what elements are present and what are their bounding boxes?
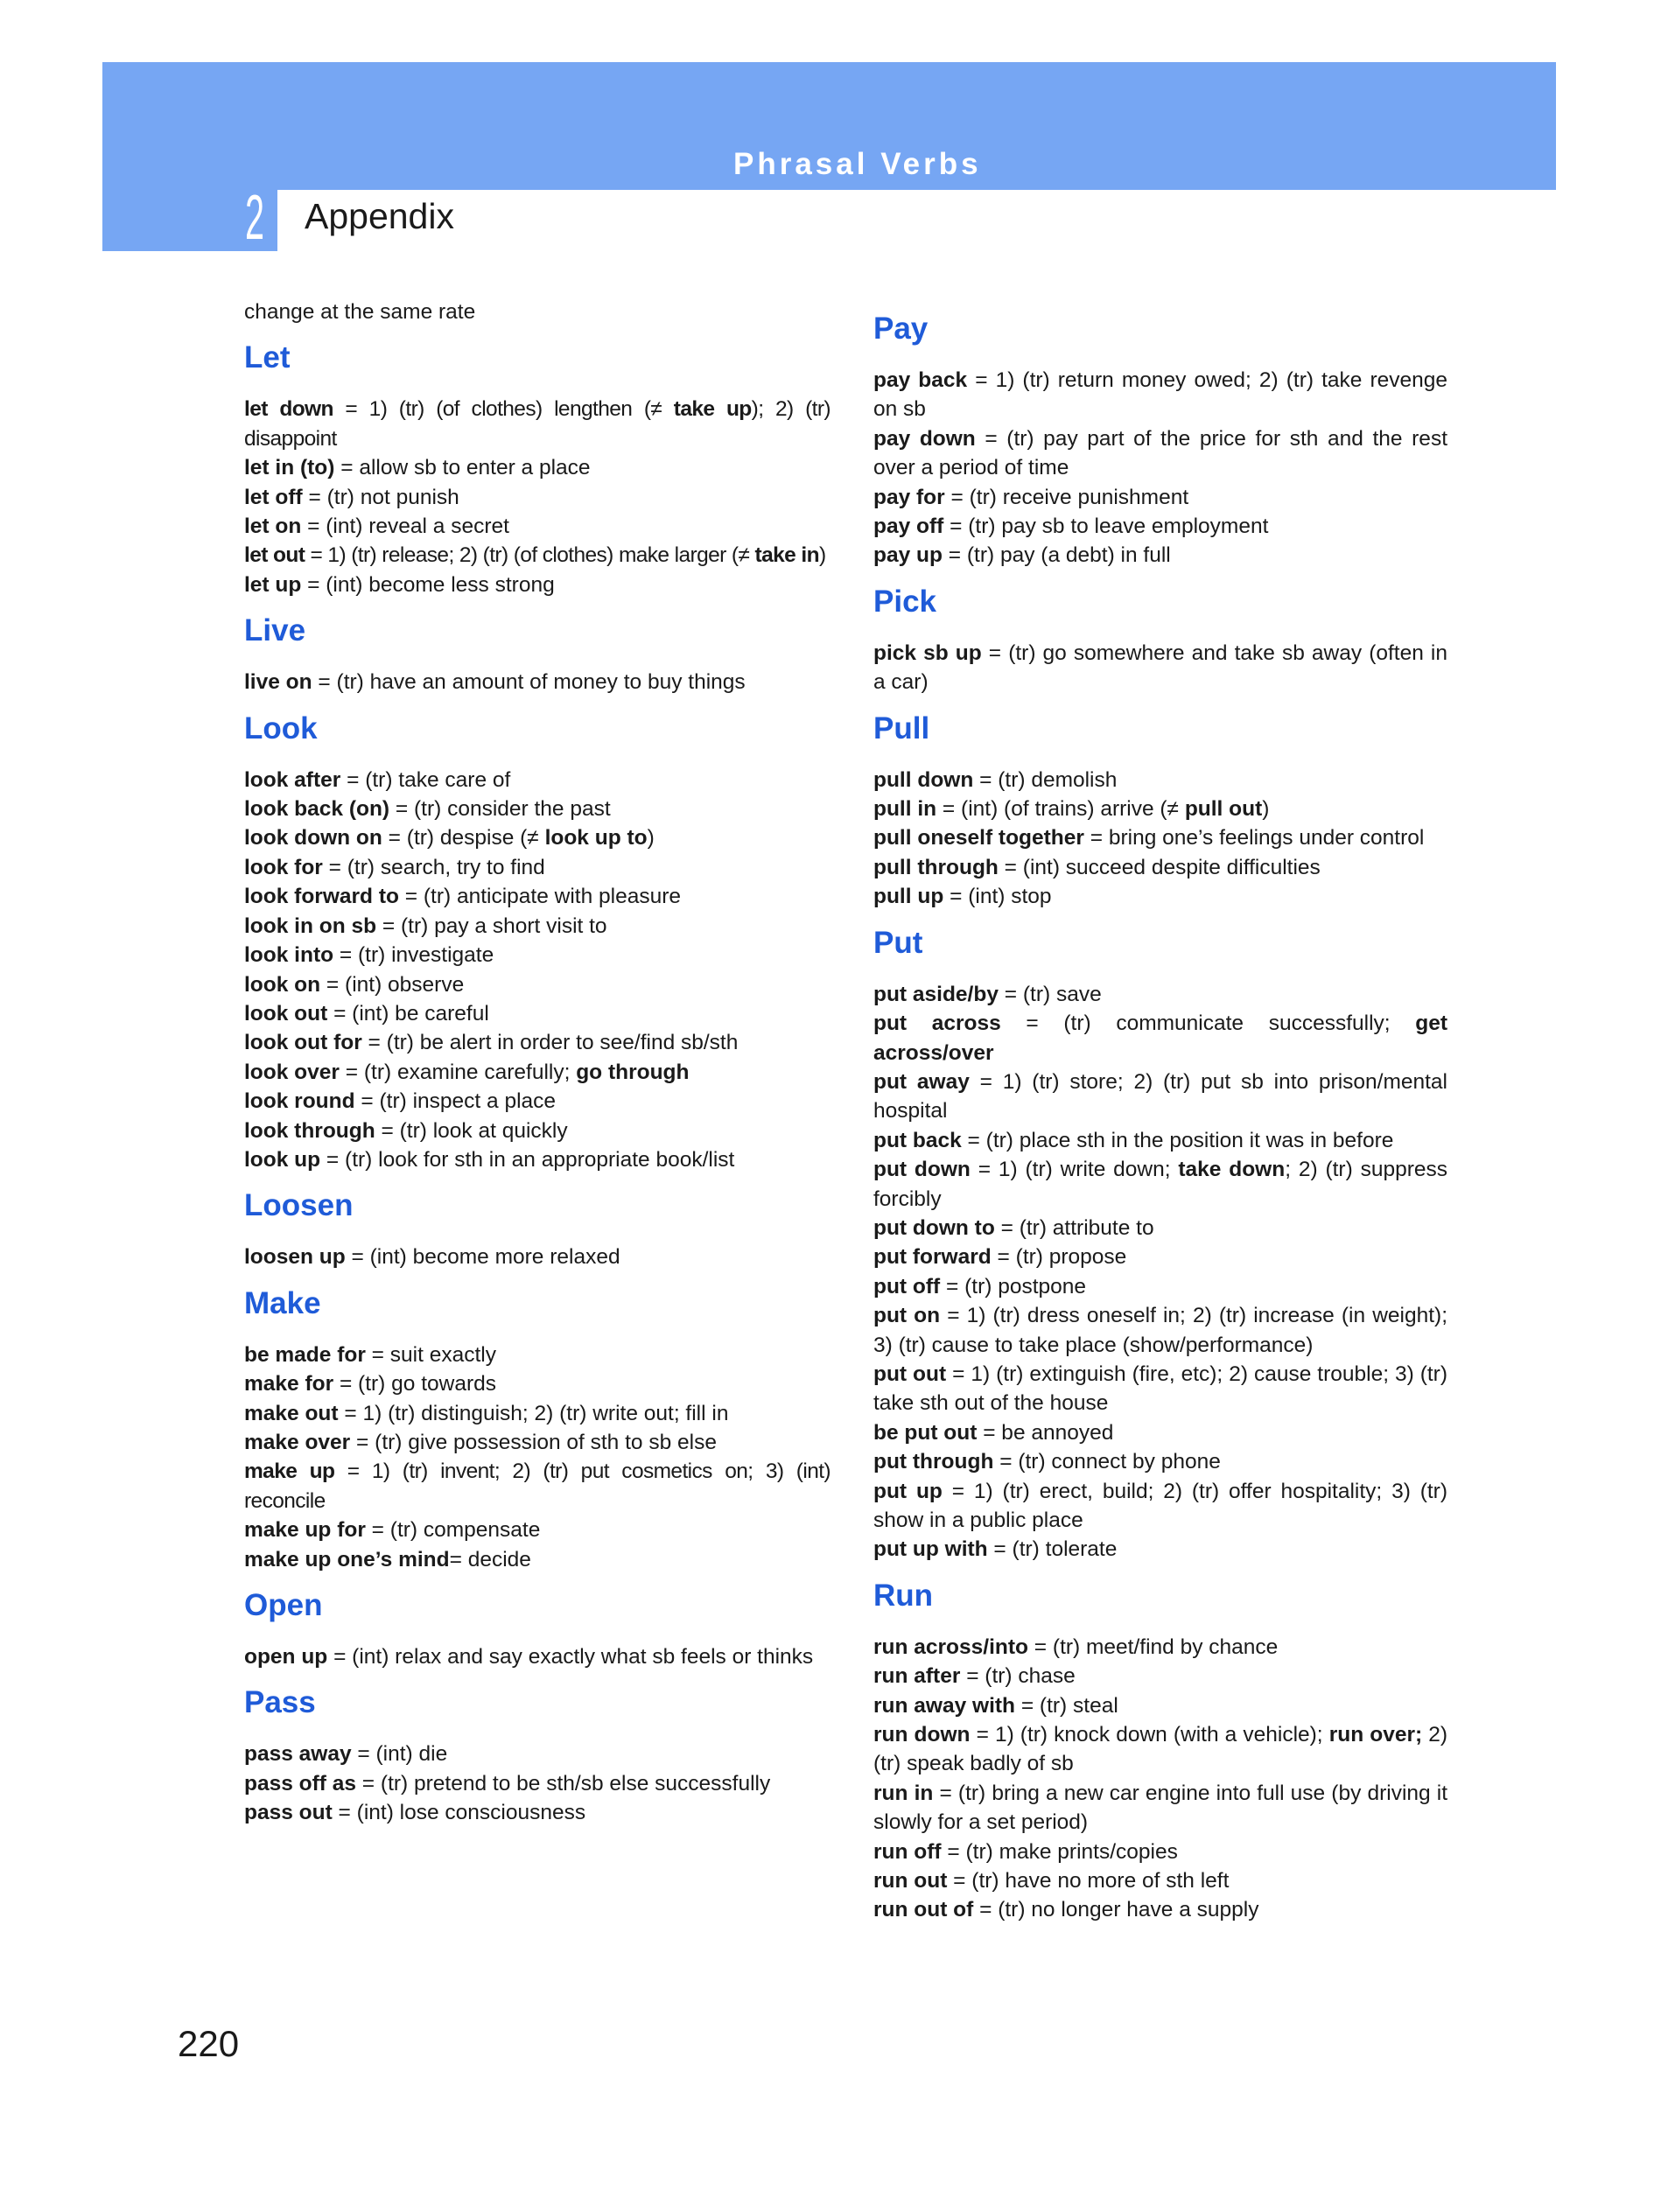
entry-definition: = (tr) consider the past [389,797,611,822]
section-loosen [244,1185,831,1271]
entry-term: look up [244,1147,321,1172]
entry-term: put forward [873,1245,992,1270]
entry [873,541,1447,570]
section-pull [873,708,1447,912]
entry-term: pull in [873,797,937,822]
entry-term: be made for [244,1342,366,1367]
entry-definition: = (tr) despise (≠ look up to) [382,826,655,850]
entry-term: look in on sb [244,914,377,938]
entry-term: make up [244,1460,335,1484]
entry-term: look forward to [244,885,399,909]
entry [873,1633,1447,1662]
entry [873,853,1447,882]
entry [873,1155,1447,1214]
entry [244,882,831,911]
entry-definition: = allow sb to enter a place [334,456,591,480]
entry-definition: = (tr) pretend to be sth/sb else successfully [356,1771,771,1796]
entry-term: run away with [873,1693,1016,1718]
entry-term: let up [244,572,302,597]
entry-term: put down to [873,1215,995,1240]
entry [873,1838,1447,1866]
entry [244,1242,831,1271]
entry-term: put on [873,1304,941,1328]
entry [873,1360,1447,1418]
entry [244,1058,831,1087]
entry-definition: = (tr) propose [991,1245,1127,1270]
entry-definition: = (int) relax and say exactly what sb feels or thinks [327,1645,814,1669]
entry [873,1418,1447,1447]
entry-definition: = (tr) no longer have a supply [973,1898,1259,1922]
entry [873,1214,1447,1242]
entry-definition: = (tr) save [998,982,1102,1006]
entry-term: pick sb up [873,640,982,665]
entry-definition: = (tr) receive punishment [944,485,1189,509]
entry [873,1272,1447,1301]
entry-term: look over [244,1060,340,1084]
entry [244,1028,831,1057]
entry [244,1740,831,1768]
entry-term: let on [244,514,302,539]
entry [244,453,831,482]
section-heading: Put [873,925,923,960]
entry-definition: = (int) lose consciousness [332,1801,586,1825]
entry-definition: = (tr) chase [960,1664,1076,1689]
entry [244,1457,831,1516]
entry-definition: = (tr) go somewhere and take sb away (often in a car) [873,640,1447,695]
entry-term: look for [244,855,323,879]
entry-definition: = (tr) communicate successfully; get across/over [873,1012,1447,1065]
entry-term: put across [873,1012,1001,1036]
entry-definition: = (int) succeed despite difficulties [998,855,1321,879]
entry [244,1116,831,1145]
section-heading: Look [244,710,318,746]
page-title: Phrasal Verbs [733,147,982,181]
section-heading: Pass [244,1685,316,1720]
section-live [244,610,831,696]
section-heading: Loosen [244,1188,354,1223]
entry-definition: = (tr) be alert in order to see/find sb/sth [361,1031,739,1055]
right-column [873,298,1447,1927]
section-make [244,1283,831,1574]
entry-term: pay off [873,514,944,539]
entry-definition: = (tr) postpone [940,1274,1087,1298]
entry-definition: = be annoyed [977,1420,1114,1445]
entry [244,1769,831,1798]
entry-definition: = decide [449,1547,531,1572]
entry-definition: = 1) (tr) invent; 2) (tr) put cosmetics on; 3) (int) reconcile [244,1460,831,1513]
entry-term: look round [244,1089,355,1114]
entry-definition: = (tr) pay sb to leave employment [943,514,1269,539]
entry [873,366,1447,424]
entry-term: put aside/by [873,982,999,1006]
entry [873,1301,1447,1360]
entry-term: look on [244,972,321,997]
entry-term: run out of [873,1898,974,1922]
section-let [244,337,831,599]
section-put [873,922,1447,1564]
entry-term: run out [873,1869,948,1894]
entry [244,766,831,794]
section-heading: Pull [873,710,930,746]
entry-definition: = (tr) pay a short visit to [376,914,607,938]
entry [244,794,831,823]
entry-term: put away [873,1069,970,1094]
entry-definition: = (int) (of trains) arrive (≠ pull out) [936,797,1270,822]
entry [873,483,1447,512]
entry [244,1642,831,1671]
entry-definition: = (tr) go towards [333,1372,496,1396]
entry-term: pay for [873,485,945,509]
section-pass [244,1682,831,1827]
entry-definition: = (tr) search, try to find [322,855,545,879]
entry [244,483,831,512]
entry-term: put up [873,1479,943,1503]
entry-definition: = (tr) look for sth in an appropriate book/list [320,1147,735,1172]
entry-term: let down [244,397,333,422]
entry-definition: = (tr) attribute to [994,1215,1154,1240]
entry-definition: = (tr) steal [1015,1693,1118,1718]
entry-term: pull through [873,855,999,879]
entry [244,1369,831,1398]
entry [873,1895,1447,1924]
entry-term: look back (on) [244,797,390,822]
entry-definition: = (int) stop [943,885,1052,909]
entry-term: look out for [244,1031,362,1055]
entry [244,541,831,570]
entry [873,1779,1447,1838]
entry [244,853,831,882]
entry [244,912,831,941]
entry-term: put through [873,1450,994,1474]
entry [244,823,831,852]
page-number: 220 [178,2023,240,2064]
entry-definition: = (int) observe [320,972,465,997]
entry-definition: = (tr) pay part of the price for sth and the rest over a period of time [873,426,1447,480]
entry [244,999,831,1028]
left-column [244,298,831,1830]
entry [873,1242,1447,1271]
entry-term: let off [244,485,303,509]
entry-definition: = (tr) have no more of sth left [947,1869,1230,1894]
entry [873,1535,1447,1564]
entry-term: run off [873,1839,942,1864]
entry-definition: = (tr) connect by phone [993,1450,1221,1474]
section-heading: Pick [873,584,936,619]
entry-term: put down [873,1158,971,1182]
entry-definition: = (int) reveal a secret [301,514,509,539]
entry [873,1126,1447,1155]
entry-term: put up with [873,1537,988,1562]
entry-term: pull oneself together [873,826,1084,850]
entry-definition: = 1) (tr) extinguish (fire, etc); 2) cause trouble; 3) (tr) take sth out of the house [873,1362,1447,1416]
section-run [873,1575,1447,1925]
entry [873,424,1447,483]
section-heading: Run [873,1578,934,1613]
entry [244,941,831,970]
entry-definition: = bring one’s feelings under control [1083,826,1425,850]
entry-term: make over [244,1430,351,1454]
entry-term: put off [873,1274,941,1298]
entry-term: run across/into [873,1634,1028,1659]
entry-definition: = (int) become less strong [301,572,555,597]
entry-definition: = (tr) compensate [365,1518,541,1543]
section-heading: Live [244,613,306,648]
entry-definition: = (tr) have an amount of money to buy things [312,670,746,695]
entry [873,1691,1447,1720]
appendix-label: Appendix [305,196,454,236]
entry [244,1340,831,1369]
entry [873,766,1447,794]
entry-term: look after [244,767,341,792]
entry [873,512,1447,541]
entry [873,639,1447,697]
entry-definition: = (tr) not punish [302,485,459,509]
section-heading: Open [244,1588,323,1622]
entry-definition: = 1) (tr) dress oneself in; 2) (tr) increase (in weight); 3) (tr) cause to take place (show/performance) [873,1304,1448,1357]
entry-term: look out [244,1001,328,1026]
entry-term: open up [244,1645,328,1669]
entry-definition: = (tr) examine carefully; go through [339,1060,690,1084]
entry-definition: = (tr) look at quickly [375,1118,568,1143]
entry [873,1720,1447,1779]
entry-definition: = (tr) place sth in the position it was in before [961,1128,1394,1152]
entry-term: look down on [244,826,382,850]
entry [244,1145,831,1174]
entry-term: look through [244,1118,375,1143]
entry-definition: = (int) be careful [327,1001,489,1026]
entry-definition: = 1) (tr) store; 2) (tr) put sb into prison/mental hospital [873,1069,1447,1124]
entry [873,1068,1447,1126]
entry-definition: = (tr) inspect a place [354,1089,557,1114]
entry [244,1545,831,1574]
entry [244,1798,831,1827]
entry [873,794,1447,823]
section-heading: Let [244,340,291,375]
entry-definition: = (tr) investigate [333,943,494,968]
entry-definition: = (tr) meet/find by chance [1027,1634,1279,1659]
entry-term: pass off as [244,1771,356,1796]
entry-term: make out [244,1401,339,1425]
entry [244,970,831,999]
entry-term: pay back [873,368,968,392]
section-heading: Make [244,1285,321,1320]
entry-term: put back [873,1128,962,1152]
continuation-text: change at the same rate [244,300,476,324]
entry-definition: = (int) die [351,1742,448,1767]
entry-definition: = 1) (tr) erect, build; 2) (tr) offer hospitality; 3) (tr) show in a public place [873,1479,1447,1532]
entry-term: look into [244,943,334,968]
entry-term: pay up [873,543,943,568]
entry-definition: = (tr) take care of [340,767,511,792]
entry-term: make up for [244,1518,366,1543]
entry [873,882,1447,911]
entry [244,1087,831,1116]
section-open [244,1585,831,1671]
entry [244,1399,831,1428]
entry-definition: = (tr) make prints/copies [941,1839,1178,1864]
entry [244,395,831,453]
entry [873,1447,1447,1476]
entry-definition: = (tr) demolish [973,767,1118,792]
entry-definition: = 1) (tr) distinguish; 2) (tr) write out; fill in [338,1401,729,1425]
entry-definition: = (int) become more relaxed [345,1245,620,1270]
entry-definition: = (tr) give possession of sth to sb else [350,1430,717,1454]
section-pick [873,581,1447,697]
entry [244,512,831,541]
entry-term: run in [873,1781,934,1805]
entry-term: pay down [873,426,976,451]
entry-term: run down [873,1723,971,1747]
entry [244,1428,831,1457]
entry-definition: = (tr) bring a new car engine into full use (by driving it slowly for a set period) [873,1781,1448,1835]
entry [873,980,1447,1009]
entry-definition: = (tr) tolerate [987,1537,1118,1562]
entry [244,1516,831,1544]
entry-definition: = 1) (tr) release; 2) (tr) (of clothes) make larger (≠ take in) [305,543,826,568]
entry [873,1477,1447,1536]
entry-term: live on [244,670,312,695]
entry-term: pass away [244,1742,352,1767]
entry-definition: = (tr) anticipate with pleasure [398,885,682,909]
entry-term: make up one’s mind [244,1547,450,1572]
entry-term: put out [873,1362,947,1386]
entry [244,570,831,599]
section-pay [873,308,1447,570]
entry-definition: = (tr) pay (a debt) in full [942,543,1171,568]
section-look [244,708,831,1175]
entry-definition: = suit exactly [365,1342,496,1367]
entry [873,1866,1447,1895]
entry-definition: = 1) (tr) knock down (with a vehicle); run over; 2) (tr) speak badly of sb [873,1723,1447,1776]
entry-definition: = 1) (tr) return money owed; 2) (tr) take revenge on sb [873,368,1447,422]
entry-term: pull up [873,885,944,909]
entry-term: let out [244,543,305,568]
entry [873,823,1447,852]
entry-term: make for [244,1372,334,1396]
entry-definition: = 1) (tr) (of clothes) lengthen (≠ take up); 2) (tr) disappoint [244,397,831,451]
entry-term: loosen up [244,1245,346,1270]
section-heading: Pay [873,312,929,346]
entry-term: run after [873,1664,961,1689]
entry-term: be put out [873,1420,978,1445]
entry [873,1009,1447,1068]
entry [244,668,831,696]
entry-definition: = 1) (tr) write down; take down; 2) (tr) suppress forcibly [873,1158,1447,1211]
entry-term: pass out [244,1801,333,1825]
entry-term: pull down [873,767,974,792]
appendix-number: 2 [244,183,265,253]
entry-term: let in (to) [244,456,335,480]
entry [873,1662,1447,1690]
